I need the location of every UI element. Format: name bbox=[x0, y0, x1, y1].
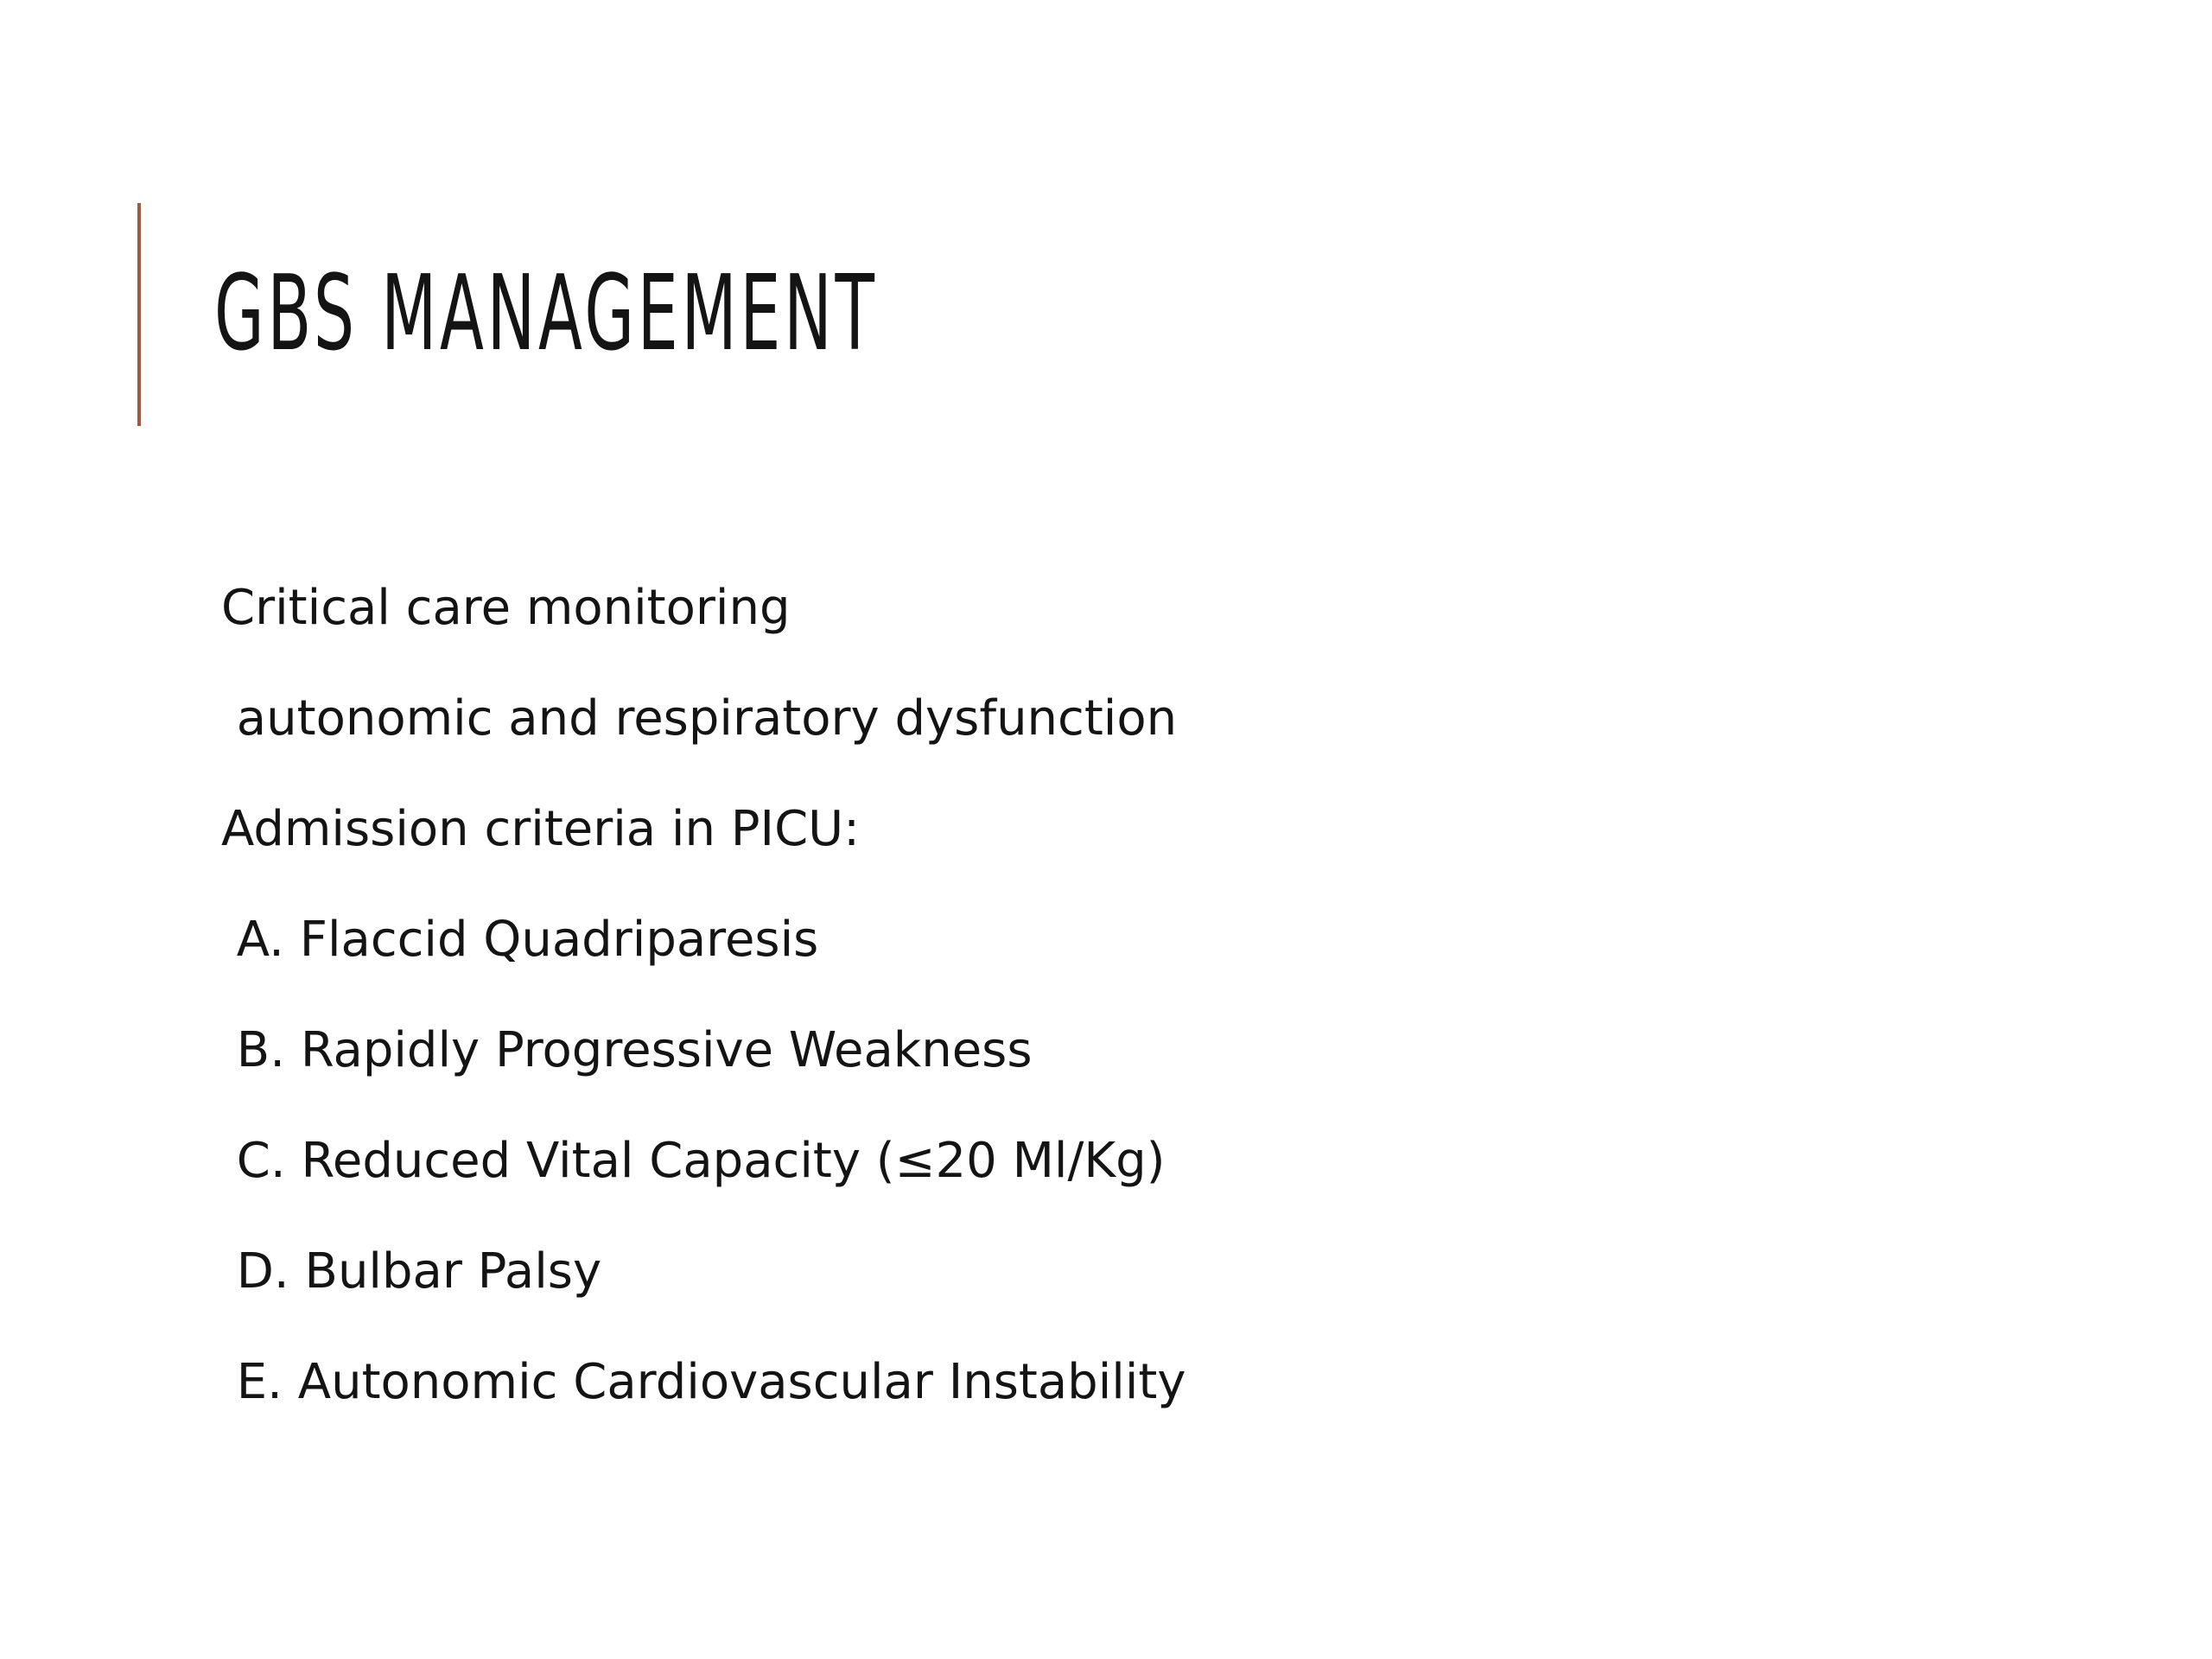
slide-body bbox=[221, 553, 2036, 1438]
body-line-admission-criteria: Admission criteria in PICU: bbox=[221, 801, 861, 857]
body-line-dysfunction: autonomic and respiratory dysfunction bbox=[221, 690, 1178, 747]
criteria-item-d: D. Bulbar Palsy bbox=[221, 1243, 602, 1300]
criteria-item-b: B. Rapidly Progressive Weakness bbox=[221, 1022, 1033, 1078]
criteria-item-c: C. Reduced Vital Capacity (≤20 Ml/Kg) bbox=[221, 1133, 1166, 1189]
criteria-item-a: A. Flaccid Quadriparesis bbox=[221, 912, 819, 968]
slide-title: GBS MANAGEMENT bbox=[214, 254, 878, 374]
body-line-critical-care: Critical care monitoring bbox=[221, 580, 791, 636]
title-accent-bar bbox=[137, 203, 141, 426]
criteria-item-e: E. Autonomic Cardiovascular Instability bbox=[221, 1354, 1186, 1410]
